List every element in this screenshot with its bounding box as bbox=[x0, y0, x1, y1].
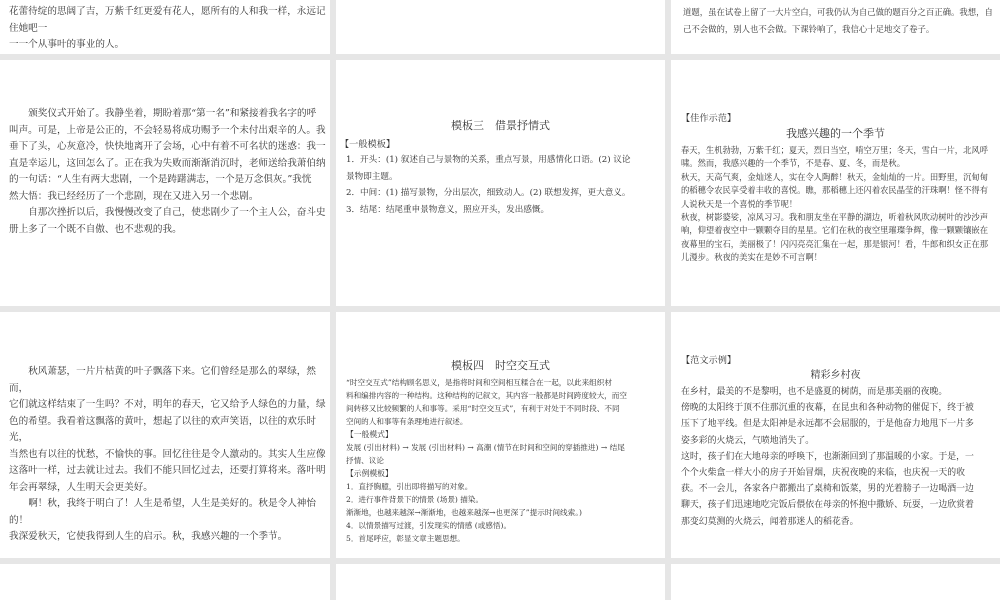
text-line: 渐渐地，也越来越深→渐渐地，也越来越深→也更深了”提示时间线索。) bbox=[346, 508, 582, 517]
slide-r4-left bbox=[0, 564, 330, 600]
section-tag: 【范文示例】 bbox=[681, 355, 737, 366]
text-line: 2．进行事件背景下的情景 (场景) 描染。 bbox=[346, 495, 484, 504]
text-line: 颁奖仪式开始了。我静坐着，期盼着那“第一名”和紧接着我名字的呼 bbox=[28, 108, 317, 119]
text-line: 一一个从事叶的事业的人。 bbox=[9, 39, 125, 50]
text-line: 然大悟：我已经经历了一个悲剧，现在又进入另一个悲剧。 bbox=[9, 190, 259, 202]
text-line: 我深爱秋天，它使我得到人生的启示。秋，我感兴趣的一个季节。 bbox=[9, 531, 288, 542]
text-line: 这时，孩子们在大地母亲的呼唤下，也渐渐回到了那温暖的小家。于是，一 bbox=[681, 451, 974, 462]
text-line: 夜幕里的宝石，美丽极了！闪闪亮亮汇集在一起，那是银河！看，牛郎和织女正在那 bbox=[681, 238, 988, 249]
text-line: 响，仰望着夜空中一颗颗夺目的星星。它们在秋的夜空里璀璨争辉，像一颗颗镶嵌在 bbox=[681, 225, 988, 236]
template-label: 【一般模板】 bbox=[340, 139, 396, 150]
text-line: “时空交互式”结构顾名思义，是指将时间和空间相互糅合在一起，以此来组织材 bbox=[346, 378, 612, 387]
text-line: 1．直抒胸臆，引出即将描写的对象。 bbox=[346, 482, 473, 491]
text-line: 聊天，孩子们迅速地吃完饭后偎依在母亲的怀抱中撒娇、玩耍，一边欣赏着 bbox=[681, 500, 974, 511]
text-line: 的稻穗令农民享受着丰收的喜悦。瞧，那稻穗上还闪着农民晶莹的汗珠啊！怪不得有 bbox=[681, 185, 988, 196]
slide-r3-left bbox=[0, 312, 330, 558]
text-line: 花蕾待绽的思阔了吉，万紫千红更爱有花人，愿所有的人和我一样，永远记住她吧一 bbox=[9, 6, 326, 34]
text-line: 那变幻莫测的火烧云，闻着那迷人的稻花香。 bbox=[681, 516, 859, 527]
text-line: 啸。然而，我感兴趣的一个季节，不是春、夏、冬，而是秋。 bbox=[681, 158, 906, 169]
text-line: 垂下了头，心灰意冷，快快地离开了会场，心中有着不可名状的迷惑：我一 bbox=[9, 141, 326, 152]
slide-r3-right bbox=[671, 312, 1000, 558]
text-line: 当然也有以往的忧愁，不愉快的事。回忆往往是令人激动的。其实人生应像 bbox=[9, 448, 326, 460]
text-line: 人说秋天是一个喜悦的季节呢！ bbox=[681, 198, 798, 209]
text-line: 5．首尾呼应，彰显文章主题思想。 bbox=[346, 534, 465, 543]
text-line: 个个火柴盒一样大小的房子开始冒烟，庆祝夜晚的来临，也庆祝一天的收 bbox=[681, 468, 965, 479]
text-line: 料和编排内容的一种结构。这种结构的记叙文，其内容一般都是时间跨度较大，而空 bbox=[346, 391, 627, 400]
text-line: 年会再翠绿，人生明天会更美好。 bbox=[9, 481, 153, 493]
slide-r1-right bbox=[671, 0, 1000, 54]
text-line: 傍晚的太阳终于顶不住那沉重的夜幕，在昆虫和各种动物的催促下，终于被 bbox=[681, 403, 974, 414]
template-label: 【一般模式】 bbox=[346, 430, 393, 439]
text-line: 4．以情景描写过渡，引发现实的情感 (或感悟)。 bbox=[346, 521, 512, 530]
template-label: 【示例模板】 bbox=[346, 469, 393, 478]
slide-r1-middle bbox=[336, 0, 665, 54]
text-line: 儿漫步。秋夜的美实在是妙不可言啊！ bbox=[681, 252, 823, 263]
slide-r2-middle bbox=[336, 60, 665, 306]
essay-title: 精彩乡村夜 bbox=[810, 370, 861, 381]
slide-r2-right bbox=[671, 60, 1000, 306]
text-line: 获。不一会儿，各家各户都搬出了桌椅和饭菜，男的光着膀子一边喝酒一边 bbox=[681, 484, 974, 495]
text-line: 己不会做的，别人也不会做。下课铃响了，我信心十足地交了卷子。 bbox=[683, 23, 935, 34]
text-line: 它们就这样结束了一生吗？不对，明年的春天，它又给予人绿色的力量，绿 bbox=[9, 399, 326, 410]
text-line: 3．结尾：结尾重申景物意义，照应开头，发出感慨。 bbox=[346, 204, 550, 215]
text-line: 秋风萧瑟，一片片枯黄的叶子飘落下来。它们曾经是那么的翠绿，然而， bbox=[9, 366, 316, 394]
slide-r1-left bbox=[0, 0, 330, 54]
text-line: 空间的人和事等有条理地进行叙述。 bbox=[346, 417, 468, 426]
text-line: 秋夜，树影婆娑，凉风习习。我和朋友坐在平静的湖边，听着秋风吹动树叶的沙沙声 bbox=[681, 212, 988, 223]
text-line: 秋天，天高气爽，金灿迷人，实在令人陶醉！秋天，金灿灿的一片。田野里，沉甸甸 bbox=[681, 171, 988, 182]
essay-title: 我感兴趣的一个季节 bbox=[786, 127, 885, 140]
text-line: 册上多了一个既不自傲、也不悲观的我。 bbox=[9, 223, 182, 235]
section-tag: 【佳作示范】 bbox=[681, 113, 737, 124]
text-line: 啊！秋，我终于明白了！人生是希望，人生是美好的。秋是令人神怡的！ bbox=[9, 498, 316, 526]
slide-r4-right bbox=[671, 564, 1000, 600]
text-line: 这落叶一样，过去就让过去。我们不能只回忆过去，还要打算将来。落叶明 bbox=[9, 465, 326, 476]
section-title: 模板三 借景抒情式 bbox=[451, 119, 550, 132]
text-line: 自那次挫折以后，我慢慢改变了自己，使悲剧少了一个主人公，奋斗史 bbox=[28, 207, 326, 218]
section-title: 模板四 时空交互式 bbox=[451, 359, 550, 372]
text-line: 在乡村，最美的不是黎明，也不是盛夏的树荫，而是那美丽的夜晚。 bbox=[681, 387, 948, 397]
text-line: 抒情、议论 bbox=[346, 456, 384, 465]
slide-r4-middle bbox=[336, 564, 665, 600]
text-line: 春天，生机勃勃，万紫千红；夏天，烈日当空，啃空万里；冬天，雪白一片，北风呼 bbox=[681, 145, 988, 155]
text-line: 压下了地平线。但是太阳神是永远都不会屈服的，于是他奋力地甩下一片多 bbox=[681, 419, 974, 430]
slide-r3-middle bbox=[336, 312, 665, 558]
text-line: 叫声。可是，上帝是公正的，不会轻易将成功赐予一个未付出艰辛的人。我 bbox=[9, 124, 326, 136]
text-line: 色的希望。我看着这飘落的黄叶，想起了以往的欢声笑语，以往的欢乐时光， bbox=[9, 415, 316, 443]
text-line: 发展 (引出材料) → 发展 (引出材料) → 高潮 (情节在时间和空间的穿插推进) → 结尾 bbox=[346, 443, 625, 452]
text-line: 景物即主题。 bbox=[346, 171, 398, 182]
text-line: 间转移又比较频繁的人和事等。采用“时空交互式”，有利于对处于不同时段、不同 bbox=[346, 404, 620, 413]
text-line: 直是幸运儿，这回怎么了。正在我为失败而渐渐消沉时，老师送给我萧伯纳 bbox=[9, 157, 326, 169]
text-line: 的一句话：“人生有两大悲剧，一个是踌躇满志，一个是万念俱灰。”我恍 bbox=[9, 174, 312, 185]
text-line: 道题，虽在试卷上留了一大片空白，可我仍认为自己做的题百分之百正确。我想，自 bbox=[683, 7, 993, 17]
slide-r2-left bbox=[0, 60, 330, 306]
text-line: 1．开头：(1) 叙述自己与景物的关系，重点写景，用感情化口语。(2) 议论 bbox=[346, 155, 631, 165]
text-line: 2．中间：(1) 描写景物，分出层次，细致动人。(2) 联想发挥，更大意义。 bbox=[346, 188, 631, 198]
text-line: 姿多彩的火烧云，气喷地消失了。 bbox=[681, 435, 815, 446]
